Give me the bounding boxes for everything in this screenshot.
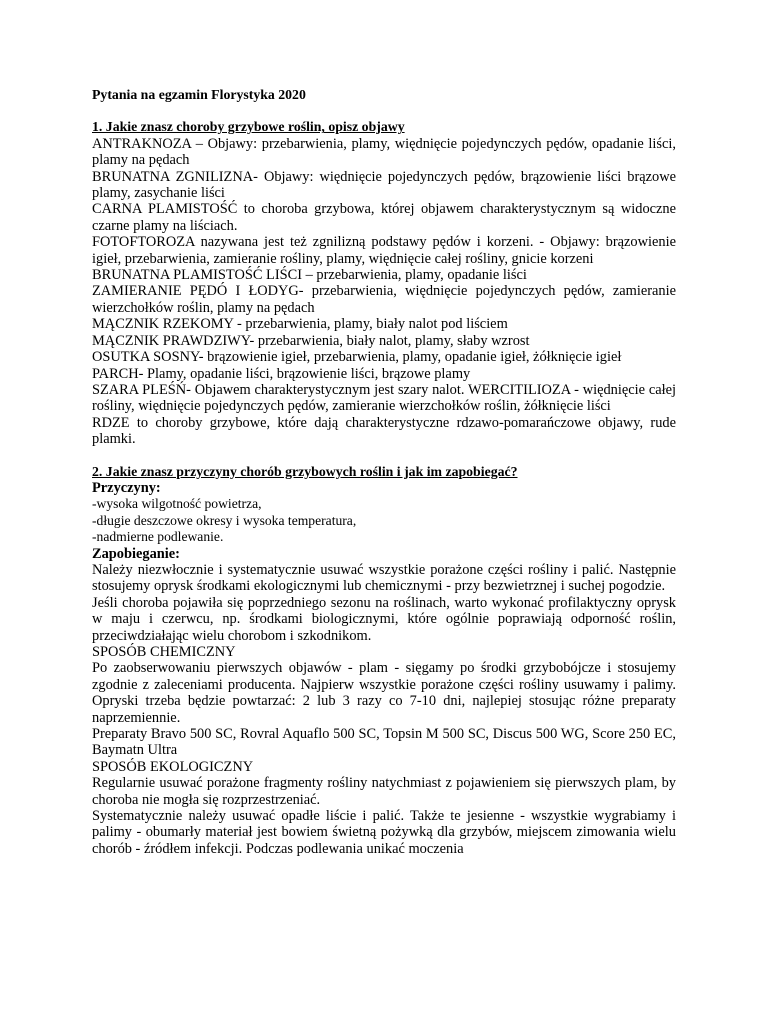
section-spacer xyxy=(92,448,676,464)
ecological-paragraph: Systematycznie należy usuwać opadłe liście i palić. Także te jesienne - wszystkie wygrabiamy i palimy - obumarły materiał jest bowiem świetną pożywką dla grzybów, miejscem zimowania wielu chorób - źródłem infekcji. Podczas podlewania unikać moczenia xyxy=(92,808,676,857)
paragraph-fotoftoroza: FOTOFTOROZA nazywana jest też zgnilizną podstawy pędów i korzeni. - Objawy: brązowienie igieł, przebarwienia, zamieranie rośliny, plamy, więdnięcie całej rośliny, gnicie korzeni xyxy=(92,234,676,267)
paragraph-brunatna-plamistosc: BRUNATNA PLAMISTOŚĆ LIŚCI – przebarwienia, plamy, opadanie liści xyxy=(92,267,527,284)
cause-item: -nadmierne podlewanie. xyxy=(92,529,224,545)
prevention-paragraph: Jeśli choroba pojawiła się poprzedniego sezonu na roślinach, warto wykonać profilaktyczny oprysk w maju i czerwcu, np. środkami biologicznymi, które ogólnie poprawiają odporność roślin, przeciwdziałając wielu chorobom i szkodnikom. xyxy=(92,594,676,644)
paragraph-szara-plesn: SZARA PLEŚŃ- Objawem charakterystycznym jest szary nalot. WERCITILIOZA - więdnięcie całej rośliny, więdnięcie pojedynczych pędów, zamieranie wierzchołków roślin, żółknięcie liści xyxy=(92,381,676,415)
document-title: Pytania na egzamin Florystyka 2020 xyxy=(92,87,306,102)
ecological-method-label: SPOSÓB EKOLOGICZNY xyxy=(92,758,254,775)
cause-item: -wysoka wilgotność powietrza, xyxy=(92,496,262,512)
cause-item: -długie deszczowe okresy i wysoka temperatura, xyxy=(92,512,357,528)
prevention-label: Zapobieganie: xyxy=(92,545,180,562)
paragraph-macznik-prawdziwy: MĄCZNIK PRAWDZIWY- przebarwienia, biały nalot, plamy, słaby wzrost xyxy=(92,332,530,349)
question-2-heading: 2. Jakie znasz przyczyny chorób grzybowych roślin i jak im zapobiegać? xyxy=(92,463,518,479)
paragraph-zamieranie-pedow: ZAMIERANIE PĘDÓ I ŁODYG- przebarwienia, więdnięcie pojedynczych pędów, zamieranie wierzchołków roślin, plamy na pędach xyxy=(92,283,676,316)
paragraph-rdze: RDZE to choroby grzybowe, które dają charakterystyczne rdzawo-pomarańczowe objawy, rude plamki. xyxy=(92,414,676,448)
paragraph-parch: PARCH- Plamy, opadanie liści, brązowienie liści, brązowe plamy xyxy=(92,365,471,382)
chemical-method-label: SPOSÓB CHEMICZNY xyxy=(92,644,236,660)
paragraph-osutka-sosny: OSUTKA SOSNY- brązowienie igieł, przebarwienia, plamy, opadanie igieł, żółknięcie igieł xyxy=(92,349,622,366)
causes-label: Przyczyny: xyxy=(92,479,161,496)
question-1-heading: 1. Jakie znasz choroby grzybowe roślin, opisz objawy xyxy=(92,119,405,135)
paragraph-antraknoza: ANTRAKNOZA – Objawy: przebarwienia, plamy, więdnięcie pojedynczych pędów, opadanie liści, plamy na pędach xyxy=(92,135,676,169)
document-page xyxy=(92,87,676,857)
ecological-paragraph: Regularnie usuwać porażone fragmenty rośliny natychmiast z pojawieniem się pierwszych plam, by choroba nie mogła się rozprzestrzeniać. xyxy=(92,775,676,808)
chemical-paragraph: Po zaobserwowaniu pierwszych objawów - plam - sięgamy po środki grzybobójcze i stosujemy zgodnie z zaleceniami producenta. Najpierw wszystkie porażone części rośliny usuwamy i palimy. Opryski trzeba będzie powtarzać: 2 lub 3 razy co 7-10 dni, najlepiej stosując różne preparaty naprzemiennie. xyxy=(92,660,676,726)
paragraph-brunatna-zgnilizna: BRUNATNA ZGNILIZNA- Objawy: więdnięcie pojedynczych pędów, brązowienie liści brązowe plamy, zasychanie liści xyxy=(92,168,676,202)
paragraph-macznik-rzekomy: MĄCZNIK RZEKOMY - przebarwienia, plamy, biały nalot pod liściem xyxy=(92,316,508,333)
prevention-paragraph: Należy niezwłocznie i systematycznie usuwać wszystkie porażone części rośliny i palić. Następnie stosujemy oprysk środkami ekologicznymi lub chemicznymi - przy bezwietrznej i suchej pogodzie. xyxy=(92,561,676,595)
chemical-paragraph: Preparaty Bravo 500 SC, Rovral Aquaflo 500 SC, Topsin M 500 SC, Discus 500 WG, Score 250 EC, Baymatn Ultra xyxy=(92,726,676,759)
paragraph-carna-plamistosc: CARNA PLAMISTOŚĆ to choroba grzybowa, której objawem charakterystycznym są widoczne czarne plamy na liściach. xyxy=(92,201,676,234)
